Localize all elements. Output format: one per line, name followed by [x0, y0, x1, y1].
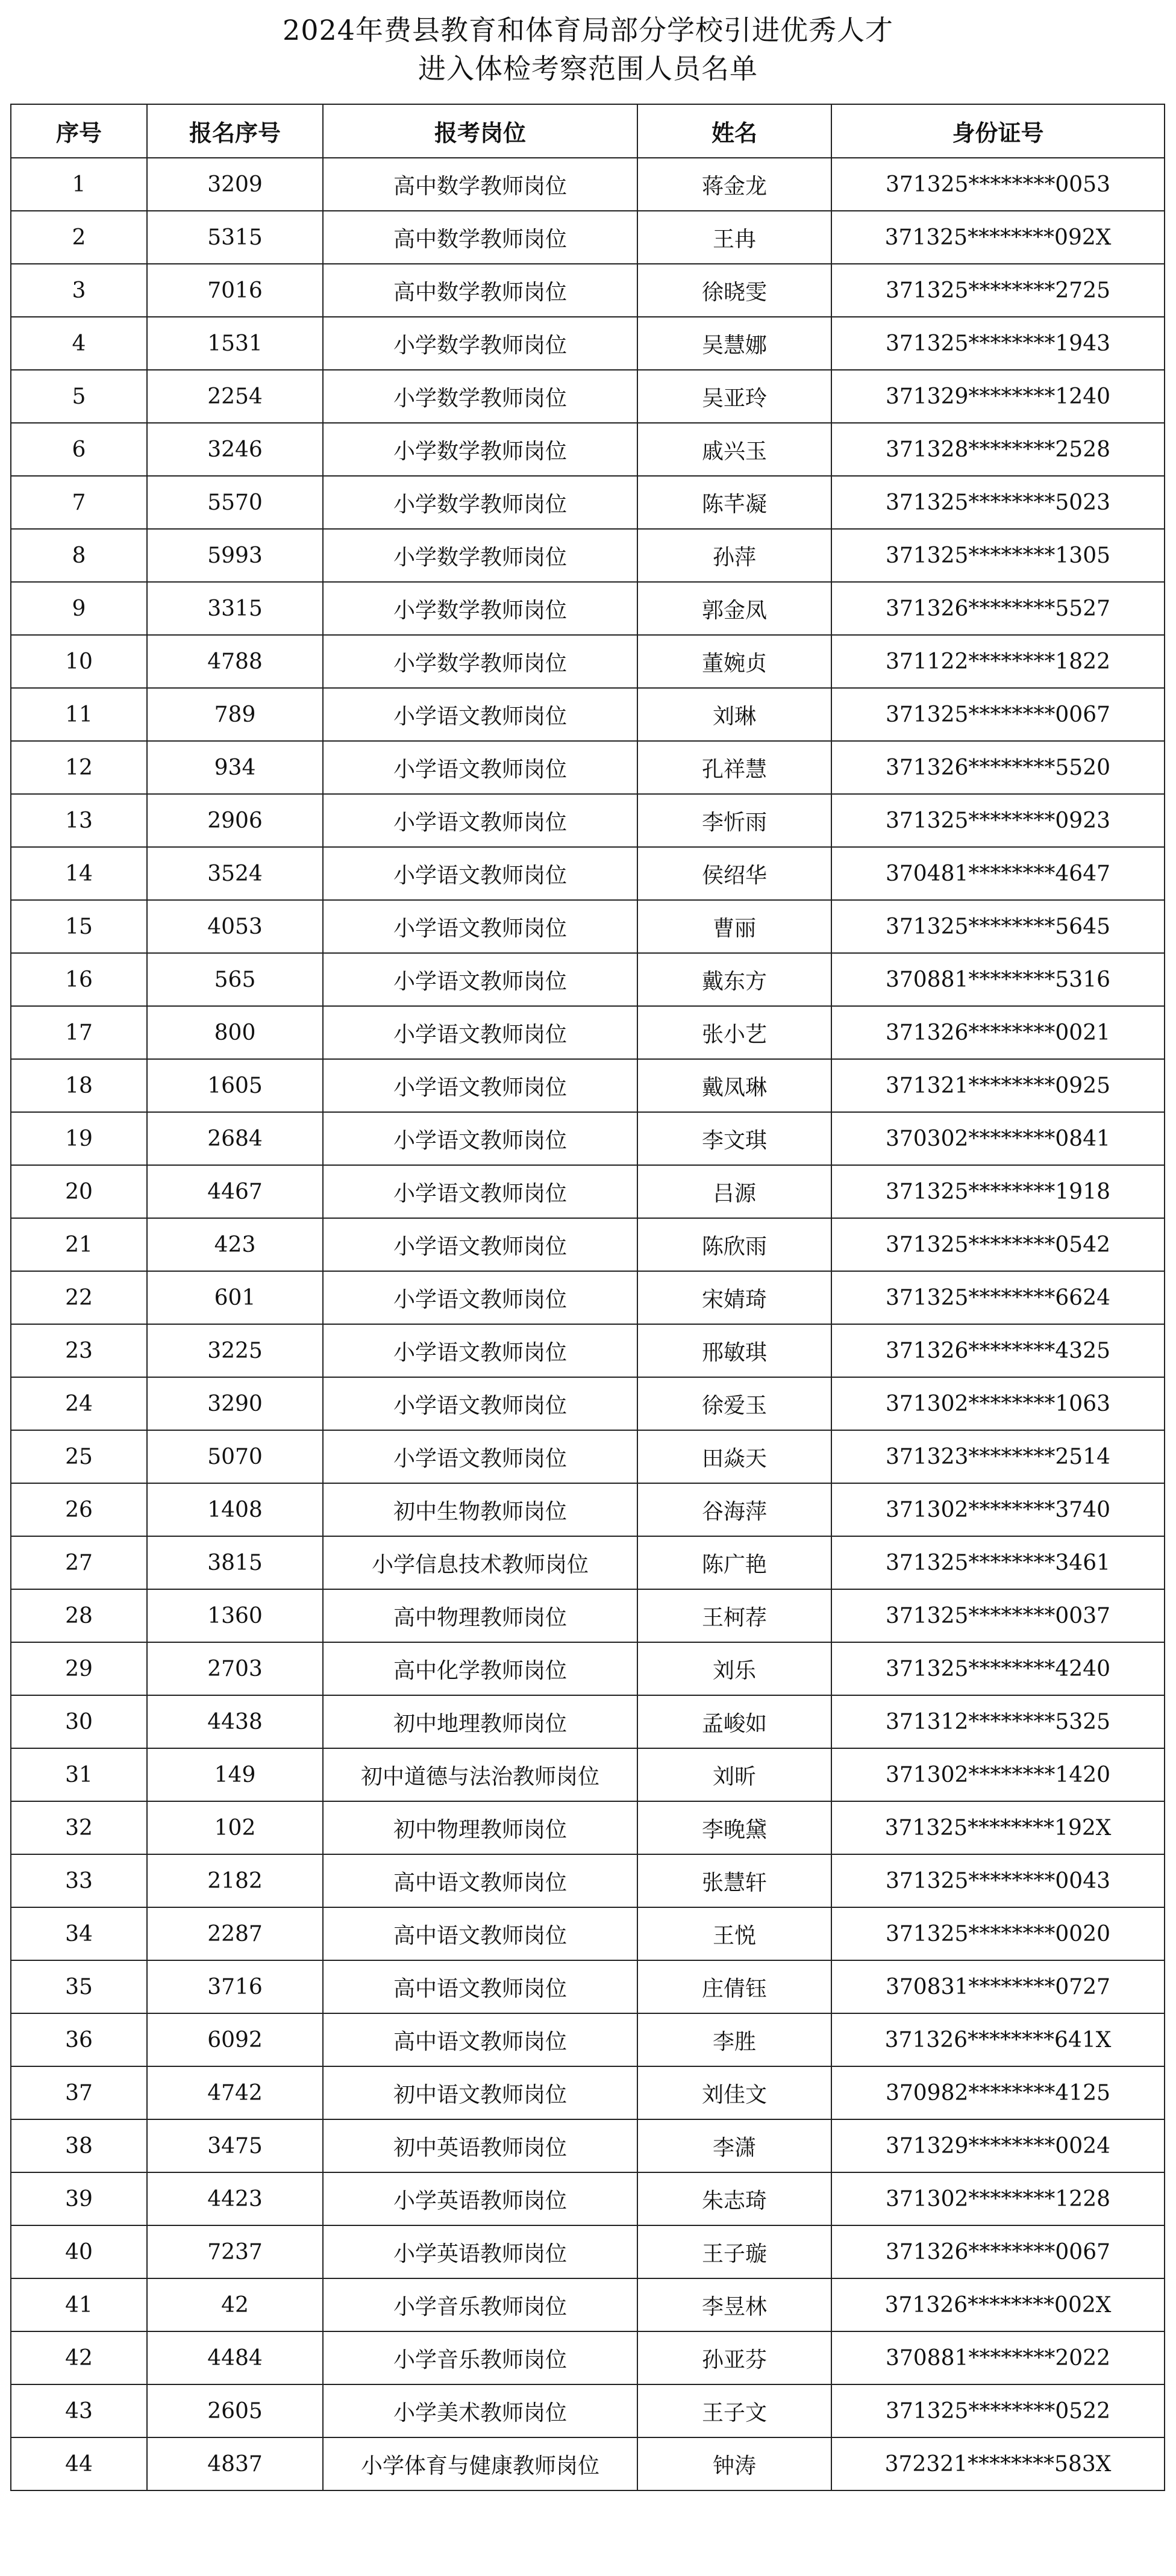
cell-name: 侯绍华 [637, 847, 831, 900]
cell-id-number: 371326********002X [831, 2278, 1165, 2331]
cell-id-number: 371122********1822 [831, 635, 1165, 688]
cell-name: 吴慧娜 [637, 317, 831, 370]
cell-name: 李文琪 [637, 1112, 831, 1165]
cell-seq: 30 [11, 1695, 147, 1748]
table-row [11, 1748, 1165, 1801]
cell-seq: 42 [11, 2331, 147, 2384]
cell-name: 钟涛 [637, 2437, 831, 2490]
cell-registration-no: 4467 [147, 1165, 323, 1218]
cell-registration-no: 6092 [147, 2013, 323, 2066]
table-row [11, 370, 1165, 423]
cell-seq: 2 [11, 211, 147, 264]
cell-position: 小学语文教师岗位 [323, 900, 637, 953]
cell-id-number: 371312********5325 [831, 1695, 1165, 1748]
roster-table [10, 104, 1165, 2491]
cell-position: 小学数学教师岗位 [323, 529, 637, 582]
cell-name: 陈芊凝 [637, 476, 831, 529]
cell-id-number: 371325********2725 [831, 264, 1165, 317]
cell-position: 小学数学教师岗位 [323, 317, 637, 370]
cell-position: 小学语文教师岗位 [323, 794, 637, 847]
table-row [11, 1907, 1165, 1960]
cell-registration-no: 3209 [147, 158, 323, 211]
cell-registration-no: 789 [147, 688, 323, 741]
cell-seq: 27 [11, 1536, 147, 1589]
cell-name: 曹丽 [637, 900, 831, 953]
cell-seq: 29 [11, 1642, 147, 1695]
cell-registration-no: 4742 [147, 2066, 323, 2119]
title-line-1: 2024年费县教育和体育局部分学校引进优秀人才 [282, 14, 894, 46]
table-row [11, 1589, 1165, 1642]
cell-position: 高中物理教师岗位 [323, 1589, 637, 1642]
table-row [11, 2225, 1165, 2278]
cell-name: 庄倩钰 [637, 1960, 831, 2013]
cell-seq: 36 [11, 2013, 147, 2066]
cell-seq: 32 [11, 1801, 147, 1854]
cell-position: 小学语文教师岗位 [323, 847, 637, 900]
table-row [11, 2119, 1165, 2172]
cell-name: 戚兴玉 [637, 423, 831, 476]
cell-seq: 8 [11, 529, 147, 582]
cell-name: 王冉 [637, 211, 831, 264]
cell-id-number: 371328********2528 [831, 423, 1165, 476]
cell-position: 小学信息技术教师岗位 [323, 1536, 637, 1589]
cell-registration-no: 3815 [147, 1536, 323, 1589]
cell-id-number: 371326********641X [831, 2013, 1165, 2066]
table-row [11, 1536, 1165, 1589]
cell-id-number: 371325********1918 [831, 1165, 1165, 1218]
cell-position: 高中数学教师岗位 [323, 264, 637, 317]
cell-id-number: 371321********0925 [831, 1059, 1165, 1112]
cell-name: 吕源 [637, 1165, 831, 1218]
cell-registration-no: 2254 [147, 370, 323, 423]
cell-name: 李昱林 [637, 2278, 831, 2331]
cell-registration-no: 1605 [147, 1059, 323, 1112]
cell-position: 小学语文教师岗位 [323, 1006, 637, 1059]
cell-seq: 16 [11, 953, 147, 1006]
cell-registration-no: 5070 [147, 1430, 323, 1483]
cell-id-number: 371325********1943 [831, 317, 1165, 370]
cell-registration-no: 2906 [147, 794, 323, 847]
cell-id-number: 371326********0021 [831, 1006, 1165, 1059]
cell-id-number: 371326********4325 [831, 1324, 1165, 1377]
table-body [11, 158, 1165, 2490]
cell-position: 小学数学教师岗位 [323, 370, 637, 423]
table-row [11, 158, 1165, 211]
cell-seq: 11 [11, 688, 147, 741]
cell-seq: 1 [11, 158, 147, 211]
table-row [11, 1324, 1165, 1377]
table-row [11, 1801, 1165, 1854]
cell-name: 李潇 [637, 2119, 831, 2172]
cell-position: 小学英语教师岗位 [323, 2225, 637, 2278]
table-row [11, 2013, 1165, 2066]
cell-registration-no: 2684 [147, 1112, 323, 1165]
cell-position: 小学语文教师岗位 [323, 688, 637, 741]
table-row [11, 794, 1165, 847]
table-row [11, 1483, 1165, 1536]
cell-id-number: 371325********0923 [831, 794, 1165, 847]
cell-id-number: 370982********4125 [831, 2066, 1165, 2119]
cell-registration-no: 3524 [147, 847, 323, 900]
cell-name: 李晚黛 [637, 1801, 831, 1854]
table-row [11, 317, 1165, 370]
cell-name: 刘琳 [637, 688, 831, 741]
cell-registration-no: 1531 [147, 317, 323, 370]
cell-registration-no: 5315 [147, 211, 323, 264]
cell-position: 初中物理教师岗位 [323, 1801, 637, 1854]
cell-id-number: 370302********0841 [831, 1112, 1165, 1165]
cell-seq: 38 [11, 2119, 147, 2172]
table-row [11, 1165, 1165, 1218]
cell-name: 王柯荐 [637, 1589, 831, 1642]
cell-name: 王悦 [637, 1907, 831, 1960]
table-row [11, 2278, 1165, 2331]
cell-position: 高中化学教师岗位 [323, 1642, 637, 1695]
table-row [11, 264, 1165, 317]
cell-name: 徐晓雯 [637, 264, 831, 317]
cell-id-number: 371325********6624 [831, 1271, 1165, 1324]
cell-name: 蒋金龙 [637, 158, 831, 211]
cell-id-number: 370881********2022 [831, 2331, 1165, 2384]
cell-id-number: 371302********1063 [831, 1377, 1165, 1430]
header-seq: 序号 [11, 104, 147, 158]
cell-registration-no: 2182 [147, 1854, 323, 1907]
table-row [11, 741, 1165, 794]
cell-id-number: 371325********0053 [831, 158, 1165, 211]
cell-name: 刘佳文 [637, 2066, 831, 2119]
cell-id-number: 371325********0067 [831, 688, 1165, 741]
table-row [11, 953, 1165, 1006]
cell-name: 陈欣雨 [637, 1218, 831, 1271]
cell-position: 初中英语教师岗位 [323, 2119, 637, 2172]
cell-position: 小学音乐教师岗位 [323, 2278, 637, 2331]
table-row [11, 1854, 1165, 1907]
cell-name: 郭金凤 [637, 582, 831, 635]
cell-position: 小学语文教师岗位 [323, 1112, 637, 1165]
cell-seq: 4 [11, 317, 147, 370]
cell-name: 戴凤琳 [637, 1059, 831, 1112]
cell-id-number: 371325********5023 [831, 476, 1165, 529]
cell-seq: 23 [11, 1324, 147, 1377]
cell-registration-no: 423 [147, 1218, 323, 1271]
cell-registration-no: 3475 [147, 2119, 323, 2172]
table-row [11, 211, 1165, 264]
cell-name: 孟峻如 [637, 1695, 831, 1748]
cell-registration-no: 4484 [147, 2331, 323, 2384]
cell-registration-no: 3246 [147, 423, 323, 476]
cell-seq: 20 [11, 1165, 147, 1218]
cell-seq: 22 [11, 1271, 147, 1324]
cell-id-number: 371325********0043 [831, 1854, 1165, 1907]
cell-seq: 17 [11, 1006, 147, 1059]
cell-position: 小学语文教师岗位 [323, 1324, 637, 1377]
cell-seq: 10 [11, 635, 147, 688]
cell-seq: 12 [11, 741, 147, 794]
cell-name: 董婉贞 [637, 635, 831, 688]
cell-id-number: 371325********192X [831, 1801, 1165, 1854]
header-row [11, 104, 1165, 158]
cell-id-number: 371325********5645 [831, 900, 1165, 953]
cell-position: 初中道德与法治教师岗位 [323, 1748, 637, 1801]
cell-seq: 31 [11, 1748, 147, 1801]
cell-position: 小学数学教师岗位 [323, 476, 637, 529]
cell-name: 李忻雨 [637, 794, 831, 847]
cell-seq: 6 [11, 423, 147, 476]
cell-seq: 40 [11, 2225, 147, 2278]
table-row [11, 476, 1165, 529]
cell-name: 李胜 [637, 2013, 831, 2066]
cell-position: 初中地理教师岗位 [323, 1695, 637, 1748]
cell-seq: 44 [11, 2437, 147, 2490]
cell-name: 朱志琦 [637, 2172, 831, 2225]
cell-position: 高中语文教师岗位 [323, 1907, 637, 1960]
cell-position: 高中数学教师岗位 [323, 211, 637, 264]
table-row [11, 423, 1165, 476]
cell-name: 戴东方 [637, 953, 831, 1006]
cell-name: 徐爱玉 [637, 1377, 831, 1430]
cell-name: 谷海萍 [637, 1483, 831, 1536]
cell-name: 王子文 [637, 2384, 831, 2437]
cell-position: 小学语文教师岗位 [323, 1059, 637, 1112]
table-row [11, 900, 1165, 953]
table-row [11, 847, 1165, 900]
cell-registration-no: 4788 [147, 635, 323, 688]
cell-id-number: 371325********0037 [831, 1589, 1165, 1642]
cell-registration-no: 149 [147, 1748, 323, 1801]
cell-registration-no: 102 [147, 1801, 323, 1854]
cell-seq: 18 [11, 1059, 147, 1112]
cell-registration-no: 5993 [147, 529, 323, 582]
cell-position: 小学数学教师岗位 [323, 635, 637, 688]
cell-position: 小学语文教师岗位 [323, 1430, 637, 1483]
cell-seq: 19 [11, 1112, 147, 1165]
cell-id-number: 371323********2514 [831, 1430, 1165, 1483]
cell-seq: 14 [11, 847, 147, 900]
cell-registration-no: 601 [147, 1271, 323, 1324]
document-title [0, 11, 1176, 88]
cell-seq: 28 [11, 1589, 147, 1642]
cell-seq: 21 [11, 1218, 147, 1271]
cell-seq: 5 [11, 370, 147, 423]
table-row [11, 1112, 1165, 1165]
table-row [11, 529, 1165, 582]
cell-id-number: 370481********4647 [831, 847, 1165, 900]
cell-seq: 34 [11, 1907, 147, 1960]
cell-seq: 7 [11, 476, 147, 529]
cell-seq: 33 [11, 1854, 147, 1907]
cell-id-number: 371325********0020 [831, 1907, 1165, 1960]
cell-id-number: 371329********1240 [831, 370, 1165, 423]
cell-registration-no: 7237 [147, 2225, 323, 2278]
cell-seq: 26 [11, 1483, 147, 1536]
cell-registration-no: 1408 [147, 1483, 323, 1536]
cell-position: 初中生物教师岗位 [323, 1483, 637, 1536]
cell-position: 小学美术教师岗位 [323, 2384, 637, 2437]
header-id-number: 身份证号 [831, 104, 1165, 158]
cell-name: 孔祥慧 [637, 741, 831, 794]
table-row [11, 1218, 1165, 1271]
cell-id-number: 371325********0542 [831, 1218, 1165, 1271]
table-row [11, 2172, 1165, 2225]
cell-position: 高中语文教师岗位 [323, 1960, 637, 2013]
cell-position: 小学数学教师岗位 [323, 582, 637, 635]
table-row [11, 1059, 1165, 1112]
cell-registration-no: 4053 [147, 900, 323, 953]
cell-name: 刘乐 [637, 1642, 831, 1695]
cell-id-number: 371302********1420 [831, 1748, 1165, 1801]
title-line-2: 进入体检考察范围人员名单 [418, 52, 758, 85]
cell-registration-no: 2703 [147, 1642, 323, 1695]
cell-seq: 39 [11, 2172, 147, 2225]
cell-id-number: 371326********5527 [831, 582, 1165, 635]
cell-name: 邢敏琪 [637, 1324, 831, 1377]
cell-name: 张小艺 [637, 1006, 831, 1059]
table-row [11, 1006, 1165, 1059]
cell-seq: 3 [11, 264, 147, 317]
cell-seq: 41 [11, 2278, 147, 2331]
cell-id-number: 371325********092X [831, 211, 1165, 264]
cell-position: 小学英语教师岗位 [323, 2172, 637, 2225]
header-position: 报考岗位 [323, 104, 637, 158]
cell-position: 初中语文教师岗位 [323, 2066, 637, 2119]
cell-id-number: 371325********4240 [831, 1642, 1165, 1695]
cell-registration-no: 1360 [147, 1589, 323, 1642]
cell-position: 高中数学教师岗位 [323, 158, 637, 211]
cell-registration-no: 934 [147, 741, 323, 794]
cell-id-number: 371325********1305 [831, 529, 1165, 582]
cell-id-number: 371302********3740 [831, 1483, 1165, 1536]
table-row [11, 1377, 1165, 1430]
cell-name: 宋婧琦 [637, 1271, 831, 1324]
cell-id-number: 370881********5316 [831, 953, 1165, 1006]
cell-registration-no: 3315 [147, 582, 323, 635]
cell-name: 陈广艳 [637, 1536, 831, 1589]
table-row [11, 2331, 1165, 2384]
table-row [11, 1271, 1165, 1324]
table-row [11, 1430, 1165, 1483]
table-row [11, 2437, 1165, 2490]
cell-seq: 25 [11, 1430, 147, 1483]
cell-registration-no: 2605 [147, 2384, 323, 2437]
cell-id-number: 371302********1228 [831, 2172, 1165, 2225]
cell-registration-no: 2287 [147, 1907, 323, 1960]
header-name: 姓名 [637, 104, 831, 158]
cell-position: 高中语文教师岗位 [323, 2013, 637, 2066]
cell-position: 小学数学教师岗位 [323, 423, 637, 476]
table-row [11, 1960, 1165, 2013]
cell-name: 孙萍 [637, 529, 831, 582]
cell-seq: 13 [11, 794, 147, 847]
cell-seq: 24 [11, 1377, 147, 1430]
table-row [11, 1642, 1165, 1695]
cell-name: 王子璇 [637, 2225, 831, 2278]
cell-registration-no: 4438 [147, 1695, 323, 1748]
table-row [11, 2384, 1165, 2437]
cell-seq: 43 [11, 2384, 147, 2437]
cell-registration-no: 3290 [147, 1377, 323, 1430]
table-row [11, 2066, 1165, 2119]
cell-id-number: 371325********3461 [831, 1536, 1165, 1589]
cell-seq: 35 [11, 1960, 147, 2013]
cell-registration-no: 4423 [147, 2172, 323, 2225]
cell-position: 小学音乐教师岗位 [323, 2331, 637, 2384]
cell-registration-no: 3225 [147, 1324, 323, 1377]
cell-registration-no: 7016 [147, 264, 323, 317]
cell-id-number: 371329********0024 [831, 2119, 1165, 2172]
cell-position: 小学语文教师岗位 [323, 741, 637, 794]
cell-seq: 15 [11, 900, 147, 953]
cell-registration-no: 800 [147, 1006, 323, 1059]
table-row [11, 1695, 1165, 1748]
cell-registration-no: 3716 [147, 1960, 323, 2013]
cell-position: 小学语文教师岗位 [323, 1165, 637, 1218]
cell-name: 吴亚玲 [637, 370, 831, 423]
cell-name: 刘昕 [637, 1748, 831, 1801]
cell-name: 张慧轩 [637, 1854, 831, 1907]
cell-position: 小学语文教师岗位 [323, 1271, 637, 1324]
cell-registration-no: 42 [147, 2278, 323, 2331]
cell-registration-no: 4837 [147, 2437, 323, 2490]
cell-registration-no: 565 [147, 953, 323, 1006]
cell-id-number: 371325********0522 [831, 2384, 1165, 2437]
cell-registration-no: 5570 [147, 476, 323, 529]
cell-id-number: 371326********5520 [831, 741, 1165, 794]
cell-seq: 37 [11, 2066, 147, 2119]
table-header [11, 104, 1165, 158]
cell-id-number: 372321********583X [831, 2437, 1165, 2490]
cell-name: 田焱天 [637, 1430, 831, 1483]
cell-position: 小学体育与健康教师岗位 [323, 2437, 637, 2490]
table-row [11, 635, 1165, 688]
cell-id-number: 370831********0727 [831, 1960, 1165, 2013]
table-row [11, 582, 1165, 635]
cell-position: 小学语文教师岗位 [323, 1218, 637, 1271]
cell-position: 小学语文教师岗位 [323, 953, 637, 1006]
header-registration-no: 报名序号 [147, 104, 323, 158]
cell-seq: 9 [11, 582, 147, 635]
cell-name: 孙亚芬 [637, 2331, 831, 2384]
cell-position: 高中语文教师岗位 [323, 1854, 637, 1907]
cell-id-number: 371326********0067 [831, 2225, 1165, 2278]
cell-position: 小学语文教师岗位 [323, 1377, 637, 1430]
table-row [11, 688, 1165, 741]
